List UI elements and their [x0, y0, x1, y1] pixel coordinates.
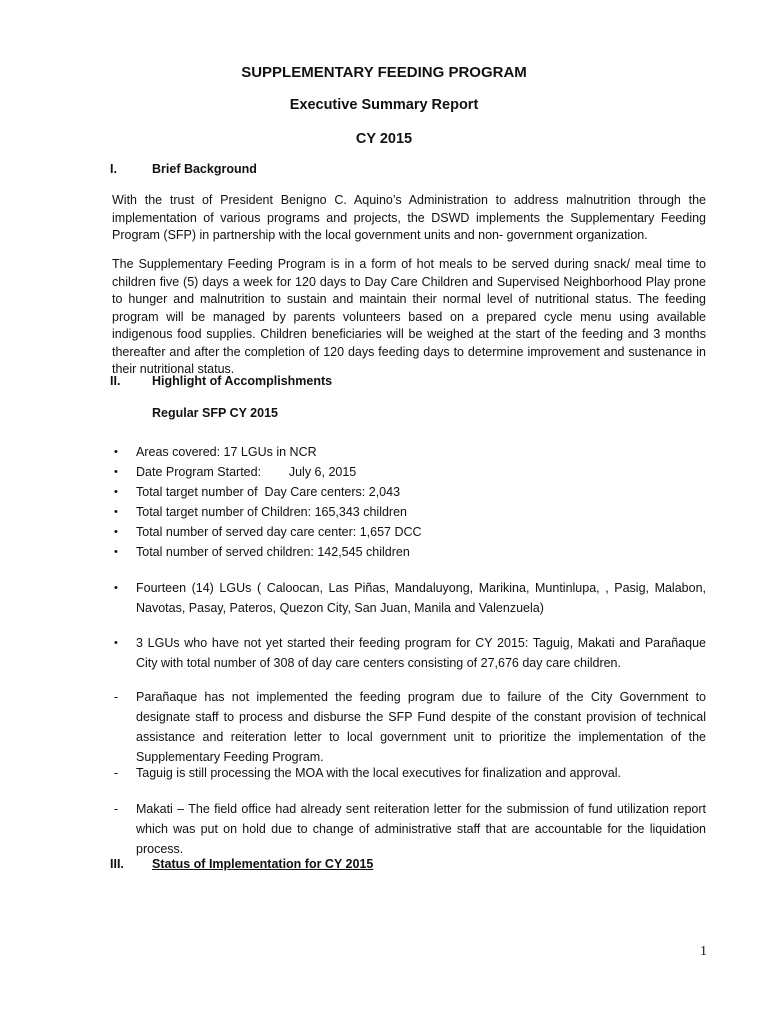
- bullet-mark: •: [114, 446, 118, 458]
- dash-mark: -: [114, 802, 119, 816]
- section-2-subheading: Regular SFP CY 2015: [152, 406, 278, 420]
- paranaque-note-text: Parañaque has not implemented the feeding program due to failure of the City Government to designate staff to process and disburse the SFP Fund despite of the constant provision of technical assistance and reiteration letter to local government unit to prioritize the implementation of the Supplementary Feeding Program.: [136, 690, 706, 764]
- taguig-note-text: Taguig is still processing the MOA with the local executives for finalization and approval.: [136, 766, 621, 780]
- background-paragraph-2: The Supplementary Feeding Program is in a form of hot meals to be served during snack/ meal time to children five (5) days a week for 120 days to Day Care Children and Supervised Neighborhood Play prone to hunger and malnutrition to sustain and maintain their normal level of nutritional status. The feeding program will be managed by parents volunteers based on a prepared cycle menu using available indigenous food supplies. Children beneficiaries will be weighed at the start of the feeding and 3 months thereafter and after the completion of 120 days feeding days to determine improvement and sustenance in their nutritional status.: [112, 257, 706, 376]
- section-1-heading: [110, 162, 257, 176]
- makati-note: [112, 799, 706, 859]
- list-item: [112, 522, 706, 542]
- list-item: [112, 542, 706, 562]
- lgus-bullet: [112, 578, 706, 618]
- list-item: [112, 462, 706, 482]
- taguig-note: [112, 763, 706, 783]
- section-2-heading: [110, 374, 332, 388]
- section-3-heading: [110, 857, 373, 871]
- document-title: SUPPLEMENTARY FEEDING PROGRAM: [241, 64, 527, 81]
- lgus-bullet-text: Fourteen (14) LGUs ( Caloocan, Las Piñas, Mandaluyong, Marikina, Muntinlupa, , Pasig, Malabon, Navotas, Pasay, Pateros, Quezon City, San Juan, Manila and Valenzuela): [136, 581, 706, 615]
- section-1-number: I.: [110, 162, 117, 176]
- bullet-text: Areas covered: 17 LGUs in NCR: [136, 445, 317, 459]
- section-3-number: III.: [110, 857, 124, 871]
- bullet-mark: •: [114, 486, 118, 498]
- bullet-text: Date Program Started: July 6, 2015: [136, 465, 357, 479]
- bullet-mark: •: [114, 546, 118, 558]
- bullet-text: Total number of served children: 142,545 children: [136, 545, 410, 559]
- bullet-text: Total number of served day care center: 1,657 DCC: [136, 525, 422, 539]
- section-3-title: Status of Implementation for CY 2015: [152, 857, 374, 871]
- dash-mark: -: [114, 766, 119, 780]
- bullet-text: Total target number of Day Care centers: 2,043: [136, 485, 401, 499]
- paranaque-note: [112, 687, 706, 767]
- document-subtitle: Executive Summary Report: [289, 97, 479, 113]
- section-2-title: Highlight of Accomplishments: [152, 374, 333, 388]
- bullet-mark: •: [114, 637, 118, 649]
- list-item: [112, 502, 706, 522]
- background-paragraph-1: With the trust of President Benigno C. Aquino’s Administration to address malnutrition through the implementation of various programs and projects, the DSWD implements the Supplementary Feeding Program (SFP) in partnership with the local government units and non- government organization.: [112, 193, 706, 242]
- page-number: 1: [700, 944, 707, 959]
- bullet-mark: •: [114, 526, 118, 538]
- list-item: [112, 442, 706, 462]
- document-year: CY 2015: [355, 131, 413, 147]
- not-started-bullet-text: 3 LGUs who have not yet started their feeding program for CY 2015: Taguig, Makati and Parañaque City with total number of 308 of day care centers consisting of 27,676 day care children.: [136, 636, 706, 670]
- bullet-mark: •: [114, 466, 118, 478]
- bullet-mark: •: [114, 582, 118, 594]
- section-2-number: II.: [110, 374, 121, 388]
- accomplishment-list: [112, 442, 706, 562]
- list-item: [112, 482, 706, 502]
- not-started-bullet: [112, 633, 706, 673]
- bullet-mark: •: [114, 506, 118, 518]
- makati-note-text: Makati – The field office had already sent reiteration letter for the submission of fund utilization report which was put on hold due to change of administrative staff that are accountable for the liquidation process.: [136, 802, 706, 856]
- dash-mark: -: [114, 690, 119, 704]
- bullet-text: Total target number of Children: 165,343 children: [136, 505, 407, 519]
- section-1-title: Brief Background: [152, 162, 257, 176]
